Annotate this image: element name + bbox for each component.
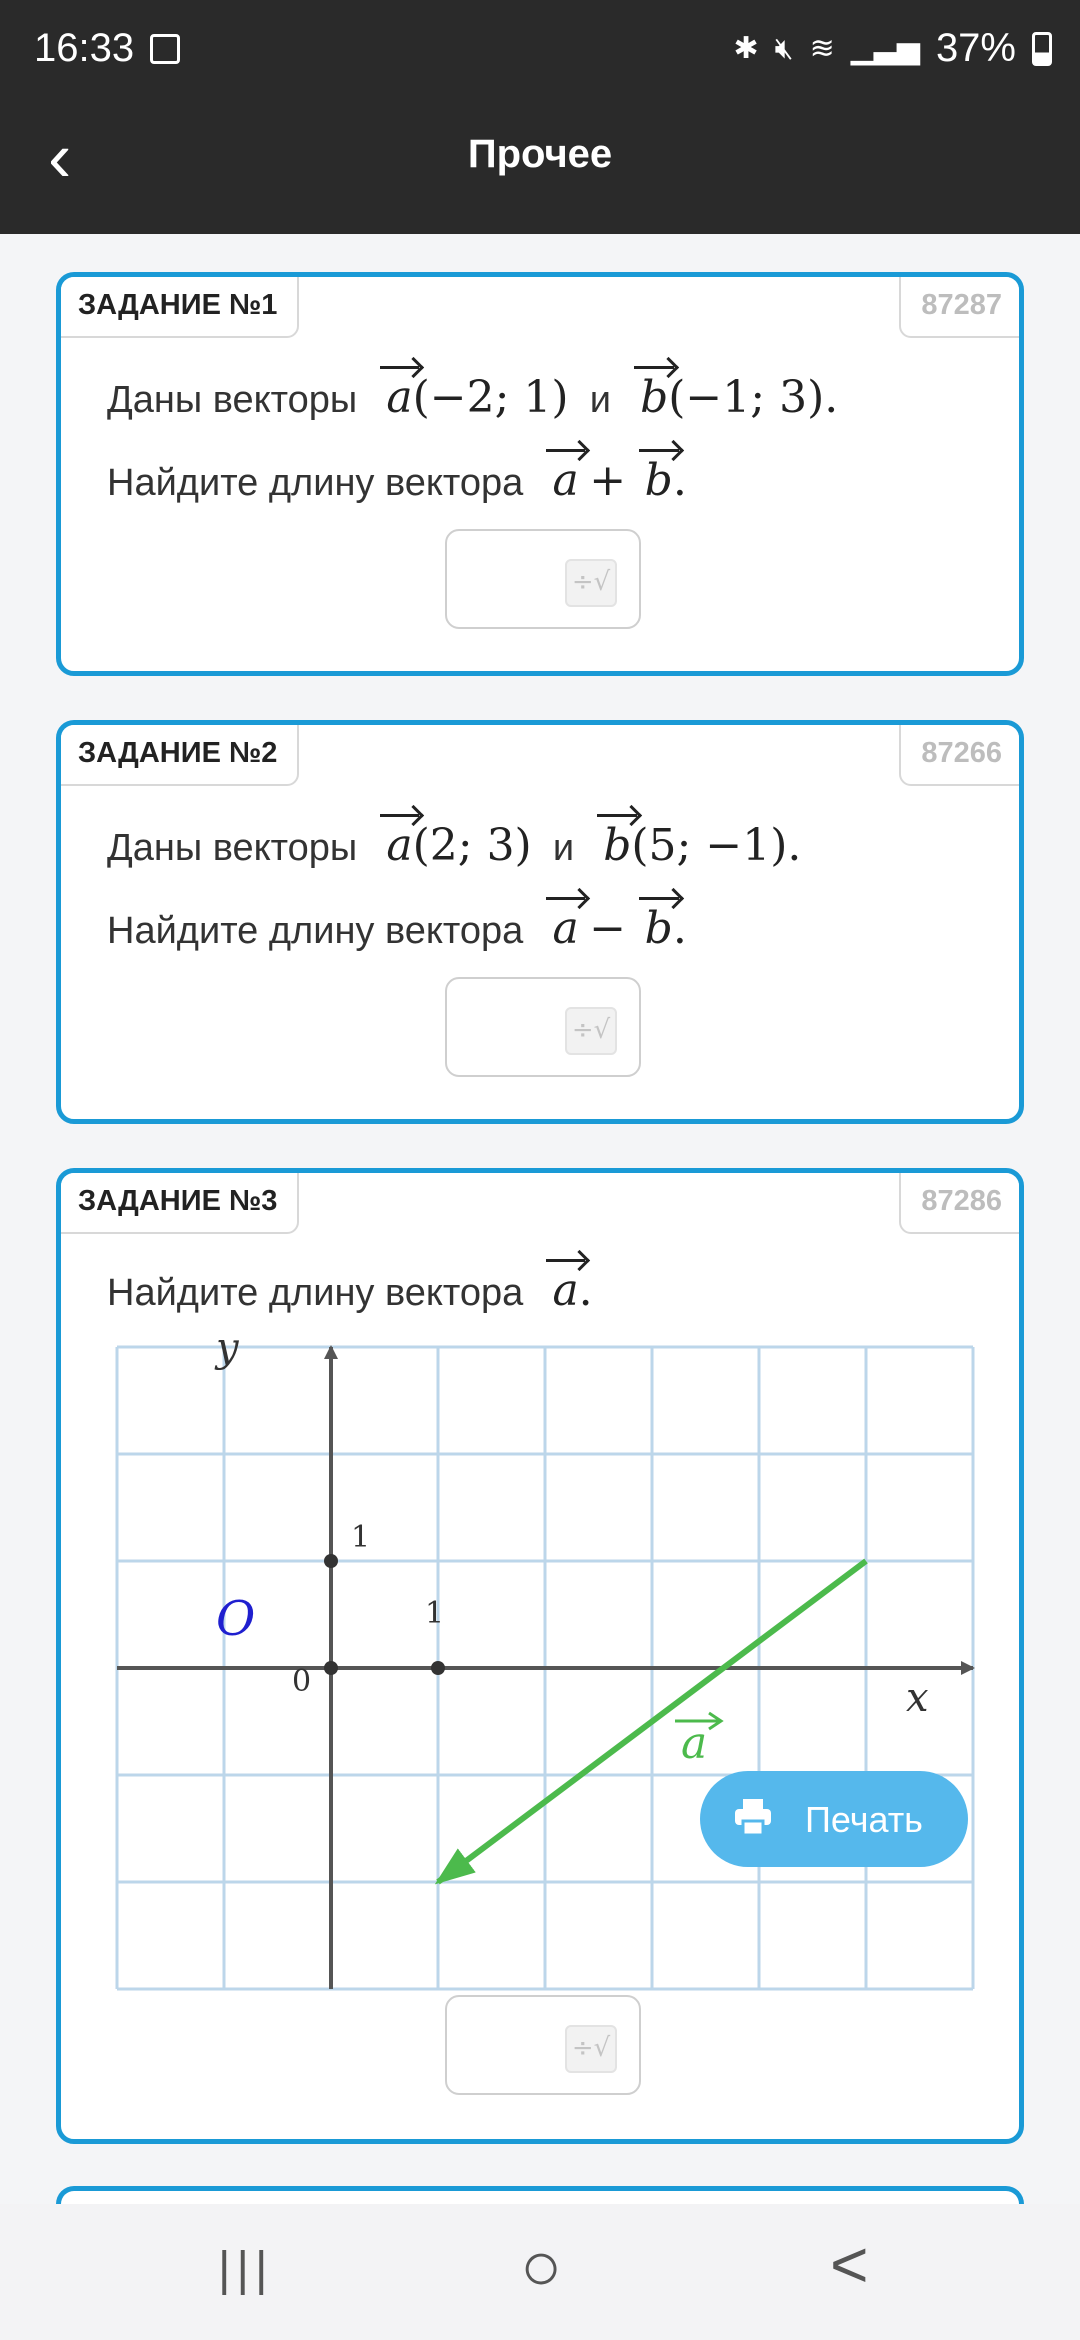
task-number: ЗАДАНИЕ №3 (56, 1168, 299, 1234)
answer-input[interactable] (445, 529, 641, 629)
axis-point (324, 1661, 338, 1675)
axis-point (324, 1554, 338, 1568)
y-axis-label: y (216, 1325, 239, 1371)
task-text-line-1: Даны векторы a(−2; 1) и b(−1; 3). (107, 372, 839, 423)
bluetooth-icon: ✱ (733, 32, 759, 65)
task-id: 87266 (899, 720, 1024, 786)
page-title: Прочее (467, 132, 613, 176)
task-number: ЗАДАНИЕ №2 (56, 720, 299, 786)
wifi-icon: ≋ (809, 32, 835, 65)
task-text-line-1: Даны векторы a(2; 3) и b(5; −1). (107, 820, 802, 871)
task-id: 87287 (899, 272, 1024, 338)
signal-icon: ▁▃▅ (850, 32, 920, 65)
zero-label: 0 (292, 1664, 312, 1699)
task-text-line-2: Найдите длину вектора a − b. (107, 903, 687, 954)
task-id: 87286 (899, 1168, 1024, 1234)
vector-a: a (552, 455, 579, 506)
task-number: ЗАДАНИЕ №1 (56, 272, 299, 338)
task-card-2 (56, 720, 1024, 1124)
recents-button[interactable]: ||| (218, 2243, 274, 2296)
task-card-1 (56, 272, 1024, 676)
task-card-3 (56, 1168, 1024, 2144)
vector-b: b (640, 372, 669, 423)
axis-labels (214, 1325, 929, 1769)
origin-label: O (216, 1591, 256, 1647)
vector-a: a (552, 903, 579, 954)
answer-input[interactable] (445, 977, 641, 1077)
axis-point (431, 1661, 445, 1675)
vector-chart (61, 1323, 1024, 2023)
vector-b: b (603, 820, 632, 871)
vector-b: b (644, 455, 673, 506)
status-bar (0, 0, 1080, 100)
task-text-line-2: Найдите длину вектора a + b. (107, 455, 687, 506)
x-tick-label: 1 (425, 1596, 445, 1631)
vector-b: b (644, 903, 673, 954)
printer-icon (734, 1797, 772, 1837)
y-tick-label: 1 (351, 1520, 371, 1555)
task-text-line-1: Найдите длину вектора a. (107, 1265, 593, 1316)
battery-percent: 37% (935, 26, 1016, 70)
battery-icon (1032, 32, 1052, 66)
gallery-icon (150, 34, 180, 64)
back-button[interactable]: < (830, 2227, 869, 2301)
vector-a: a (386, 372, 413, 423)
answer-input[interactable] (445, 1995, 641, 2095)
mute-icon: 🔇︎ (774, 31, 794, 65)
status-time: 16:33 (34, 26, 135, 70)
print-button[interactable] (700, 1771, 968, 1867)
print-label: Печать (805, 1799, 923, 1840)
back-arrow-icon[interactable]: ‹ (48, 118, 72, 196)
vector-a: a (552, 1265, 579, 1316)
vector-a-label: a (681, 1718, 708, 1769)
calculator-icon[interactable]: ÷√ (565, 559, 617, 607)
app-bar (0, 100, 1080, 234)
status-icons (734, 26, 1052, 71)
calculator-icon[interactable]: ÷√ (565, 1007, 617, 1055)
x-axis-label: x (906, 1675, 929, 1721)
vector-a: a (386, 820, 413, 871)
home-button[interactable]: ○ (520, 2227, 563, 2305)
calculator-icon[interactable]: ÷√ (565, 2025, 617, 2073)
system-nav-bar (0, 2204, 1080, 2340)
